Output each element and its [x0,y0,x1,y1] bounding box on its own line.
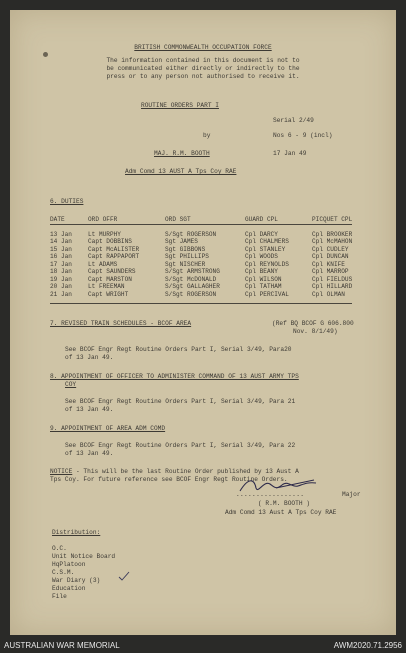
duties-heading: 6. DUTIES [50,198,84,205]
item-7-body-1: See BCOF Engr Regt Routine Orders Part I, Serial 3/49, Para20 [65,346,292,353]
orders-serial: Serial 2/49 [273,117,314,124]
list-item: Unit Notice Board [52,553,116,560]
notice-line-1: NOTICE - This will be the last Routine Order published by 13 Aust A [50,468,299,475]
item-9-heading: 9. APPOINTMENT OF AREA ADM COMD [50,425,166,432]
duties-table [50,216,352,304]
signature-unit: Adm Comd 13 Aust A Tps Coy RAE [225,509,337,516]
table-row: 19 Jan Capt MARSTON S/Sgt McDONALD Cpl WILSON Cpl FIELDUS [50,275,353,283]
tick-mark [118,571,130,581]
orders-officer: MAJ. R.M. BOOTH [154,150,210,157]
orders-date: 17 Jan 49 [273,150,307,157]
col-picquet-cpl: PICQUET CPL [312,216,353,224]
item-7-ref-2: Nov. 8/1/49) [293,328,338,335]
col-ord-sgt: ORD SGT [165,216,191,224]
distribution-heading: Distribution: [52,529,101,536]
security-notice-line-2: be communicated either directly or indirectly to the [106,65,300,72]
table-row: 14 Jan Capt DOBBINS Sgt JAMES Cpl CHALMERS Cpl McMAHON [50,238,353,246]
item-8-body-1: See BCOF Engr Regt Routine Orders Part I, Serial 3/49, Para 21 [65,398,296,405]
list-item: Education [52,585,86,592]
orders-unit: Adm Comd 13 AUST A Tps Coy RAE [125,168,237,175]
col-guard-cpl: GUARD CPL [245,216,278,224]
orders-by: by [203,132,211,139]
list-item: O.C. [52,545,67,552]
item-9-body-2: of 13 Jan 49. [65,450,114,457]
item-9-body-1: See BCOF Engr Regt Routine Orders Part I, Serial 3/49, Para 22 [65,442,296,449]
duties-header-row [50,216,352,224]
table-row: 21 Jan Capt WRIGHT S/Sgt ROGERSON Cpl PERCIVAL Cpl OLMAN [50,290,345,298]
signature-line: ................. [236,491,305,498]
table-row: 15 Jan Capt McALISTER Sgt GIBBONS Cpl STANLEY Cpl CUDLEY [50,245,349,253]
orders-title: ROUTINE ORDERS PART I [141,102,219,109]
orders-nos: Nos 6 - 9 (incl) [273,132,333,139]
table-row: 18 Jan Capt SAUNDERS S/Sgt ARMSTRONG Cpl BEANY Cpl MARROP [50,268,349,276]
signature-name: ( R.M. BOOTH ) [258,500,310,507]
item-7-heading: 7. REVISED TRAIN SCHEDULES - BCOF AREA [50,320,192,327]
table-row: 20 Jan Lt FREEMAN S/Sgt GALLAGHER Cpl TATHAM Cpl HILLARD [50,283,353,291]
item-8-heading-1: 8. APPOINTMENT OF OFFICER TO ADMINISTER COMMAND OF 13 AUST ARMY TPS [50,373,299,380]
table-row: 13 Jan Lt MURPHY S/Sgt ROGERSON Cpl DARCY Cpl BROOKER [50,230,353,238]
notice-line-2: Tps Coy. For future reference see BCOF Engr Regt Routine Orders. [50,476,288,483]
item-7-ref-1: (Ref BQ BCOF G 606.800 [272,320,354,327]
document-sheet [10,10,396,635]
footer-source: AUSTRALIAN WAR MEMORIAL [4,641,120,650]
item-8-heading-2: COY [65,381,77,388]
col-ord-offr: ORD OFFR [88,216,118,224]
signature-rank: Major [342,491,361,498]
list-item: HqPlatoon [52,561,86,568]
item-8-body-2: of 13 Jan 49. [65,406,114,413]
footer-bar [0,638,406,653]
col-date: DATE [50,216,65,224]
list-item: C.S.M. [52,569,75,576]
header-title: BRITISH COMMONWEALTH OCCUPATION FORCE [134,44,272,51]
item-7-body-2: of 13 Jan 49. [65,354,114,361]
table-row: 16 Jan Capt RAPPAPORT Sgt PHILLIPS Cpl WOODS Cpl DUNCAN [50,253,349,261]
security-notice-line-3: press or to any person not authorised to receive it. [106,73,300,80]
list-item: File [52,593,67,600]
table-row: 17 Jan Lt ADAMS Sgt NISCHER Cpl REYNOLDS Cpl KNIFE [50,260,345,268]
list-item: War Diary (3) [52,577,101,584]
security-notice-line-1: The information contained in this document is not to [106,57,300,64]
footer-accession-number: AWM2020.71.2956 [333,641,402,650]
notice-label: NOTICE [50,468,73,475]
